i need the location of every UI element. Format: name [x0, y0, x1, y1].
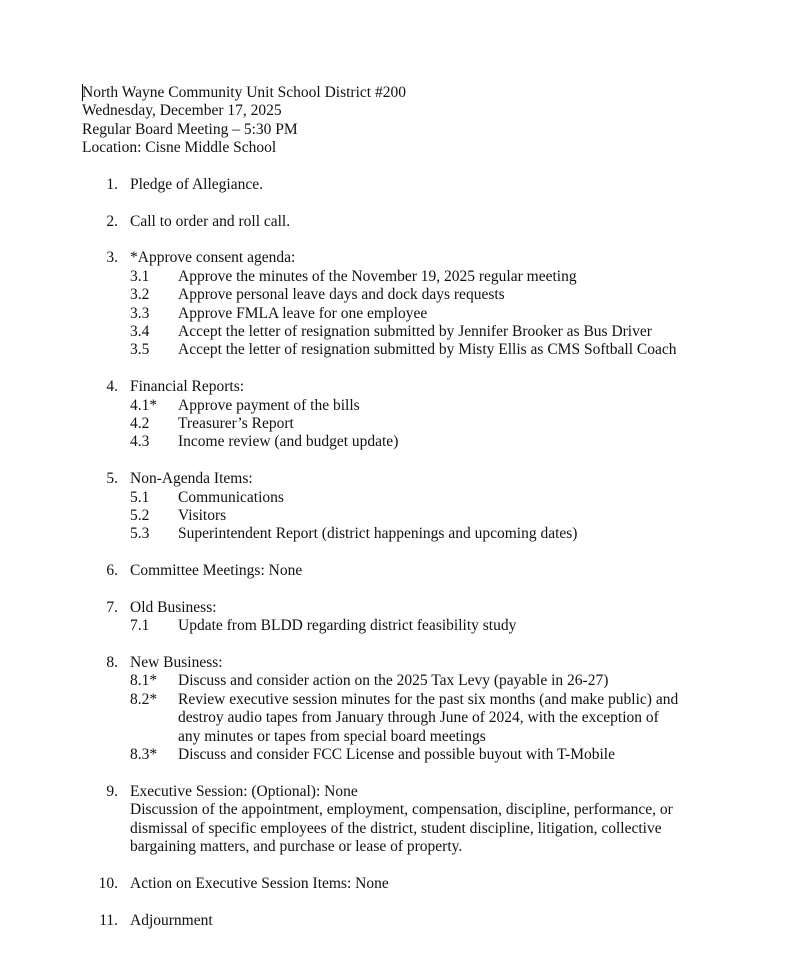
item-9-description-3: [0, 838, 808, 856]
item-number: 2.: [106, 213, 118, 230]
meeting-location: Location: Cisne Middle School: [82, 139, 277, 156]
sub-item-number: 8.1*: [130, 672, 158, 689]
item-number: 7.: [106, 599, 118, 616]
sub-item-number: 5.3: [130, 525, 150, 542]
sub-item-3-3: [0, 305, 808, 323]
item-number: 6.: [106, 562, 118, 579]
sub-item-text: Communications: [178, 489, 284, 506]
agenda-item-7: [0, 599, 808, 617]
sub-item-4-1: [0, 397, 808, 415]
item-title: Financial Reports:: [130, 378, 245, 395]
sub-item-number: 3.4: [130, 323, 150, 340]
item-9-description-2: [0, 820, 808, 838]
item-title: Old Business:: [130, 599, 217, 616]
agenda-item-8: [0, 654, 808, 672]
meeting-date: Wednesday, December 17, 2025: [82, 102, 282, 119]
sub-item-number: 4.3: [130, 433, 150, 450]
sub-item-text: Income review (and budget update): [178, 433, 399, 450]
sub-item-number: 3.2: [130, 286, 150, 303]
sub-item-text-line-2: destroy audio tapes from January through June of 2024, with the exception of: [178, 709, 659, 726]
item-9-description-1: [0, 801, 808, 819]
sub-item-text-line-1: Review executive session minutes for the past six months (and make public) and: [178, 691, 679, 708]
agenda-item-6: [0, 562, 808, 580]
item-number: 9.: [106, 783, 118, 800]
sub-item-text: Visitors: [178, 507, 227, 524]
sub-item-number: 7.1: [130, 617, 150, 634]
agenda-item-10: [0, 875, 808, 893]
sub-item-text: Discuss and consider action on the 2025 Tax Levy (payable in 26-27): [178, 672, 609, 689]
sub-item-8-3: [0, 746, 808, 764]
sub-item-text: Accept the letter of resignation submitted by Misty Ellis as CMS Softball Coach: [178, 341, 677, 358]
sub-item-8-2-cont-1: [0, 709, 808, 727]
sub-item-8-2-cont-2: [0, 728, 808, 746]
sub-item-5-1: [0, 489, 808, 507]
sub-item-text-line-3: any minutes or tapes from special board meetings: [178, 728, 486, 745]
sub-item-number: 3.3: [130, 305, 150, 322]
sub-item-number: 8.3*: [130, 746, 158, 763]
item-number: 1.: [106, 176, 118, 193]
sub-item-3-5: [0, 341, 808, 359]
item-title: Pledge of Allegiance.: [130, 176, 263, 193]
sub-item-3-2: [0, 286, 808, 304]
sub-item-text: Treasurer’s Report: [178, 415, 294, 432]
description-line: dismissal of specific employees of the district, student discipline, litigation, collective: [130, 820, 662, 837]
agenda-item-1: [0, 176, 808, 194]
item-number: 4.: [106, 378, 118, 395]
agenda-item-9: [0, 783, 808, 801]
district-name: North Wayne Community Unit School District #200: [82, 84, 406, 101]
sub-item-3-4: [0, 323, 808, 341]
item-number: 11.: [99, 912, 118, 929]
sub-item-text: Approve the minutes of the November 19, 2025 regular meeting: [178, 268, 577, 285]
sub-item-text: Approve payment of the bills: [178, 397, 360, 414]
item-title: Non-Agenda Items:: [130, 470, 253, 487]
sub-item-7-1: [0, 617, 808, 635]
description-line: bargaining matters, and purchase or lease of property.: [130, 838, 463, 855]
sub-item-8-1: [0, 672, 808, 690]
sub-item-3-1: [0, 268, 808, 286]
item-title: Committee Meetings: None: [130, 562, 303, 579]
sub-item-5-3: [0, 525, 808, 543]
sub-item-4-2: [0, 415, 808, 433]
sub-item-text: Update from BLDD regarding district feasibility study: [178, 617, 517, 634]
item-title: *Approve consent agenda:: [130, 249, 296, 266]
item-title: New Business:: [130, 654, 223, 671]
sub-item-text: Approve FMLA leave for one employee: [178, 305, 428, 322]
agenda-item-3: [0, 249, 808, 267]
sub-item-number: 4.2: [130, 415, 150, 432]
sub-item-number: 5.2: [130, 507, 150, 524]
agenda-item-2: [0, 213, 808, 231]
item-number: 8.: [106, 654, 118, 671]
agenda-item-4: [0, 378, 808, 396]
sub-item-text: Superintendent Report (district happenings and upcoming dates): [178, 525, 578, 542]
sub-item-text: Approve personal leave days and dock days requests: [178, 286, 505, 303]
sub-item-text: Discuss and consider FCC License and possible buyout with T-Mobile: [178, 746, 615, 763]
sub-item-number: 3.1: [130, 268, 150, 285]
sub-item-number: 4.1*: [130, 397, 158, 414]
agenda-item-5: [0, 470, 808, 488]
agenda-item-11: [0, 912, 808, 930]
sub-item-5-2: [0, 507, 808, 525]
item-number: 10.: [98, 875, 118, 892]
item-number: 3.: [106, 249, 118, 266]
item-title: Action on Executive Session Items: None: [130, 875, 389, 892]
item-title: Call to order and roll call.: [130, 213, 291, 230]
meeting-type-time: Regular Board Meeting – 5:30 PM: [82, 121, 298, 138]
item-title: Executive Session: (Optional): None: [130, 783, 358, 800]
description-line: Discussion of the appointment, employment, compensation, discipline, performance, or: [130, 801, 673, 818]
sub-item-number: 3.5: [130, 341, 150, 358]
sub-item-number: 5.1: [130, 489, 150, 506]
item-number: 5.: [106, 470, 118, 487]
sub-item-8-2: [0, 691, 808, 709]
sub-item-4-3: [0, 433, 808, 451]
sub-item-text: Accept the letter of resignation submitted by Jennifer Brooker as Bus Driver: [178, 323, 652, 340]
item-title: Adjournment: [130, 912, 213, 929]
sub-item-number: 8.2*: [130, 691, 158, 708]
